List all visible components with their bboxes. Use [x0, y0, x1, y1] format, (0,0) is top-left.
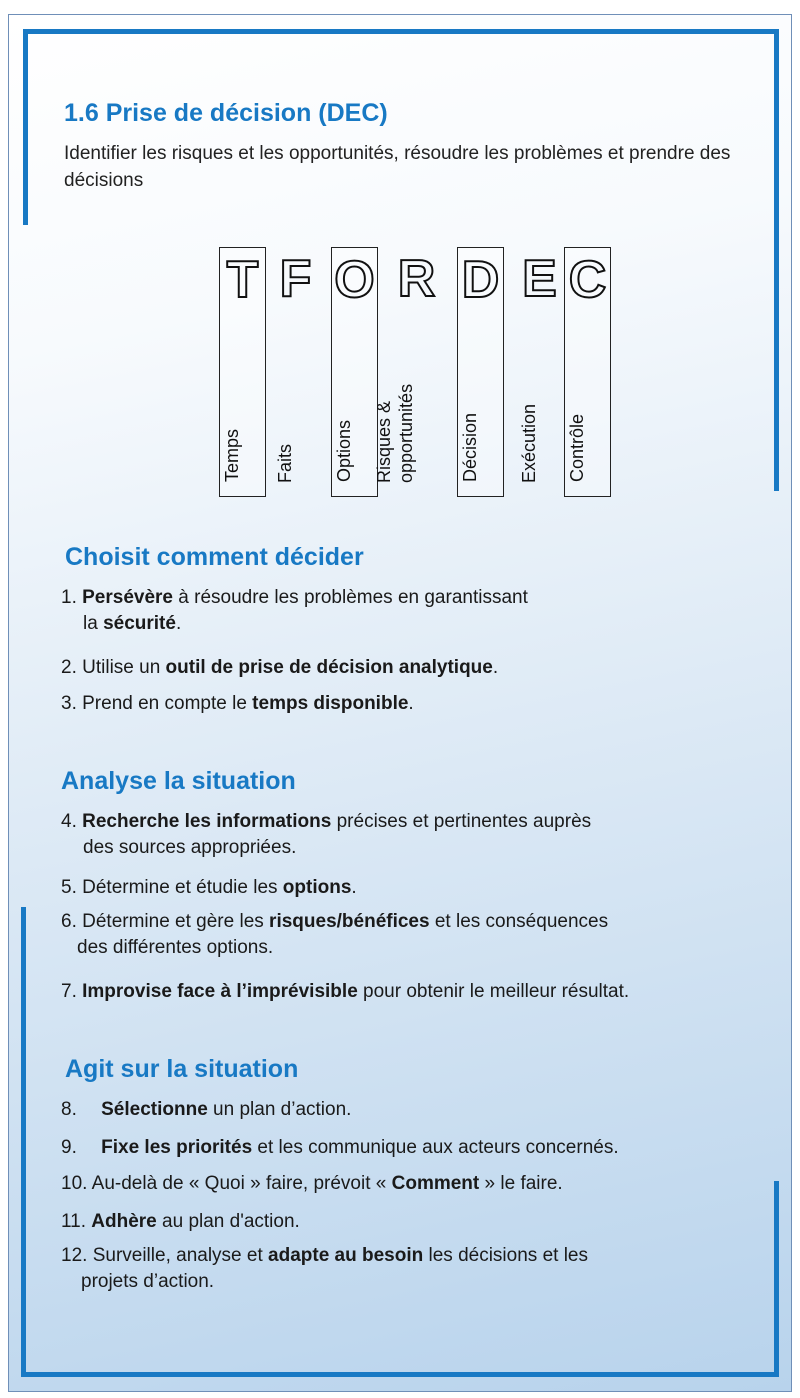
tfordec-column-c	[564, 247, 611, 497]
tfordec-column-r	[373, 247, 440, 497]
item-number: 4.	[61, 811, 83, 832]
item-text-continuation: des différentes options.	[77, 937, 274, 958]
item-number: 12.	[61, 1245, 93, 1266]
item-text: Détermine et gère les risques/bénéfices et les conséquences	[82, 911, 609, 932]
frame-bar-left-lower	[21, 907, 26, 1377]
item-number: 7.	[61, 981, 83, 1002]
item-text: Fixe les priorités et les communique aux acteurs concernés.	[101, 1137, 619, 1158]
item-number: 6.	[61, 911, 83, 932]
item-text-continuation: projets d’action.	[81, 1271, 215, 1292]
item-text: Détermine et étudie les options.	[82, 877, 357, 898]
item-text-continuation: la sécurité.	[83, 613, 182, 634]
item-text: Persévère à résoudre les problèmes en garantissant	[82, 587, 528, 608]
list-item	[61, 909, 608, 961]
tfordec-column-e	[516, 247, 563, 497]
tfordec-word: Options	[333, 419, 354, 482]
item-text: Surveille, analyse et adapte au besoin les décisions et les	[92, 1245, 588, 1266]
group-heading: Choisit comment décider	[65, 543, 364, 571]
tfordec-letter: T	[226, 251, 259, 309]
item-text: Prend en compte le temps disponible.	[82, 693, 414, 714]
tfordec-word	[373, 384, 417, 483]
list-item	[61, 1135, 619, 1161]
item-number: 8.	[61, 1099, 102, 1120]
tfordec-column-t	[219, 247, 266, 497]
section-title: 1.6 Prise de décision (DEC)	[64, 99, 388, 127]
list-item	[61, 1209, 300, 1235]
list-item	[61, 655, 498, 681]
group-heading: Agit sur la situation	[65, 1055, 299, 1083]
tfordec-letter: D	[461, 251, 500, 309]
tfordec-column-o	[331, 247, 378, 497]
item-text: Improvise face à l’imprévisible pour obtenir le meilleur résultat.	[82, 981, 630, 1002]
item-number: 1.	[61, 587, 83, 608]
tfordec-column-f	[272, 247, 319, 497]
list-item	[61, 1097, 351, 1123]
item-text: Au-delà de « Quoi » faire, prévoit « Comment » le faire.	[91, 1173, 563, 1194]
tfordec-letter: O	[334, 251, 375, 309]
frame-bar-right-lower	[774, 1181, 779, 1377]
tfordec-letter: R	[397, 250, 436, 308]
item-number: 5.	[61, 877, 83, 898]
tfordec-letter: C	[568, 251, 607, 309]
tfordec-word: Temps	[221, 428, 242, 482]
tfordec-word: Contrôle	[566, 413, 587, 482]
item-text: Utilise un outil de prise de décision analytique.	[82, 657, 499, 678]
tfordec-word: Exécution	[518, 403, 539, 483]
item-text: Recherche les informations précises et pertinentes auprès	[82, 811, 592, 832]
tfordec-letter: F	[279, 250, 312, 308]
item-number: 9.	[61, 1137, 102, 1158]
tfordec-word-line: opportunités	[395, 383, 416, 483]
item-text: Adhère au plan d'action.	[91, 1211, 300, 1232]
tfordec-word: Faits	[274, 443, 295, 483]
item-number: 10.	[61, 1173, 92, 1194]
tfordec-column-d	[457, 247, 504, 497]
section-subtitle: Identifier les risques et les opportunités, résoudre les problèmes et prendre des décisions	[64, 143, 731, 191]
list-item	[61, 585, 528, 637]
list-item	[61, 875, 357, 901]
group-heading: Analyse la situation	[61, 767, 296, 795]
list-item	[61, 979, 629, 1005]
frame-bar-top	[23, 29, 779, 34]
frame-bar-bottom	[21, 1372, 779, 1377]
list-item	[61, 1171, 563, 1197]
item-number: 3.	[61, 693, 83, 714]
list-item	[61, 691, 414, 717]
item-number: 2.	[61, 657, 83, 678]
frame-bar-left-upper	[23, 29, 28, 225]
tfordec-letter: E	[522, 250, 557, 308]
tfordec-word-line: Risques &	[373, 400, 394, 483]
list-item	[61, 1243, 588, 1295]
tfordec-word: Décision	[459, 412, 480, 482]
list-item	[61, 809, 591, 861]
item-text: Sélectionne un plan d’action.	[101, 1099, 352, 1120]
dec-card	[8, 14, 792, 1392]
item-number: 11.	[61, 1211, 92, 1232]
item-text-continuation: des sources appropriées.	[83, 837, 297, 858]
frame-bar-right-upper	[774, 29, 779, 491]
